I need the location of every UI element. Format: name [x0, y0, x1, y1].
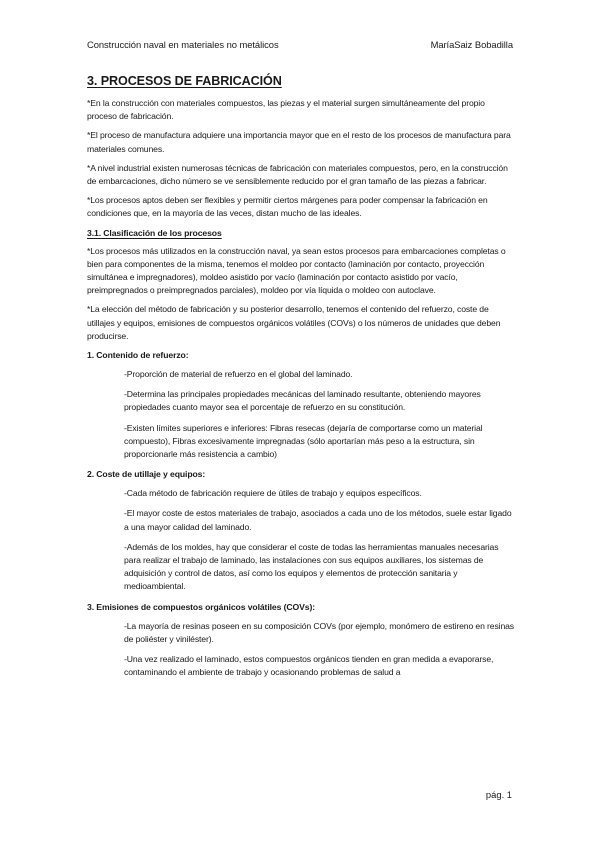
list-item: -El mayor coste de estos materiales de trabajo, asociados a cada uno de los métodos, suele estar ligado a una mayor calidad del laminado.	[124, 508, 512, 532]
intro-paragraph: *Los procesos aptos deben ser flexibles y permitir ciertos márgenes para poder compensar la fabricación en condiciones que, en la mayoría de las veces, distan mucho de las ideales.	[87, 195, 488, 219]
intro-paragraph: *A nivel industrial existen numerosas técnicas de fabricación con materiales compuestos, pero, en la construcción de embarcaciones, dicho número se ve sensiblemente reducido por el gran tamaño de las piezas a fabricar.	[87, 162, 508, 187]
list-item: -Una vez realizado el laminado, estos compuestos orgánicos tienden en gran medida a evaporarse, contaminando el ambiente de trabajo y ocasionando problemas de salud a	[124, 654, 494, 678]
subsection-heading: 3.1. Clasificación de los procesos	[87, 227, 222, 238]
list-item: -Proporción de material de refuerzo en el global del laminado.	[124, 369, 353, 380]
page-number: pág. 1	[485, 789, 512, 800]
intro-paragraph: *En la construcción con materiales compuestos, las piezas y el material surgen simultáneamente del propio proceso de fabricación.	[87, 98, 485, 122]
page-body	[87, 74, 514, 687]
section-title: 3. PROCESOS DE FABRICACIÓN	[87, 74, 282, 88]
subsection-1-heading: 1. Contenido de refuerzo:	[87, 350, 189, 361]
header-document-title: Construcción naval en materiales no metálicos	[87, 39, 279, 50]
body-paragraph: *Los procesos más utilizados en la construcción naval, ya sean estos procesos para embarcaciones completas o bien para componentes de la misma, tenemos el moldeo por contacto (laminación por contacto, proyección simultánea e impregnadores), moldeo asistido por vacío (laminación por contacto asistido por vacío, preimpregnados o preimpregnados parciales), moldeo por vía líquida o moldeo con autoclave.	[87, 245, 506, 296]
header-author: MaríaSaiz Bobadilla	[430, 39, 513, 50]
subsection-2-heading: 2. Coste de utillaje y equipos:	[87, 469, 206, 480]
list-item: -Cada método de fabricación requiere de útiles de trabajo y equipos específicos.	[124, 488, 422, 499]
subsection-3-heading: 3. Emisiones de compuestos orgánicos volátiles (COVs):	[87, 601, 316, 612]
body-paragraph: *La elección del método de fabricación y su posterior desarrollo, tenemos el contenido del refuerzo, coste de utillajes y equipos, emisiones de compuestos orgánicos volátiles (COVs) o los números de unidades que deben producirse.	[87, 304, 501, 341]
list-item: -Además de los moldes, hay que considerar el coste de todas las herramientas manuales necesarias para realizar el trabajo de laminado, las instalaciones con sus equipos auxiliares, los sistemas de adquisición y control de datos, así como los equipos y elementos de protección sanitaria y medioambiental.	[124, 541, 499, 592]
page-header	[87, 39, 513, 53]
list-item: -Existen límites superiores e inferiores: Fibras resecas (dejaría de comportarse como un material compuesto), Fibras excesivamente impregnadas (sólo aportarían más peso a la estructura, sin proporcionarle más resistencia a cambio)	[124, 422, 483, 460]
list-item: -Determina las principales propiedades mecánicas del laminado resultante, obteniendo mayores propiedades cuanto mayor sea el porcentaje de refuerzo en su constitución.	[124, 389, 481, 413]
list-item: -La mayoría de resinas poseen en su composición COVs (por ejemplo, monómero de estireno en resinas de poliéster y viniléster).	[124, 620, 514, 644]
intro-paragraph: *El proceso de manufactura adquiere una importancia mayor que en el resto de los procesos de manufactura para materiales comunes.	[87, 130, 511, 154]
